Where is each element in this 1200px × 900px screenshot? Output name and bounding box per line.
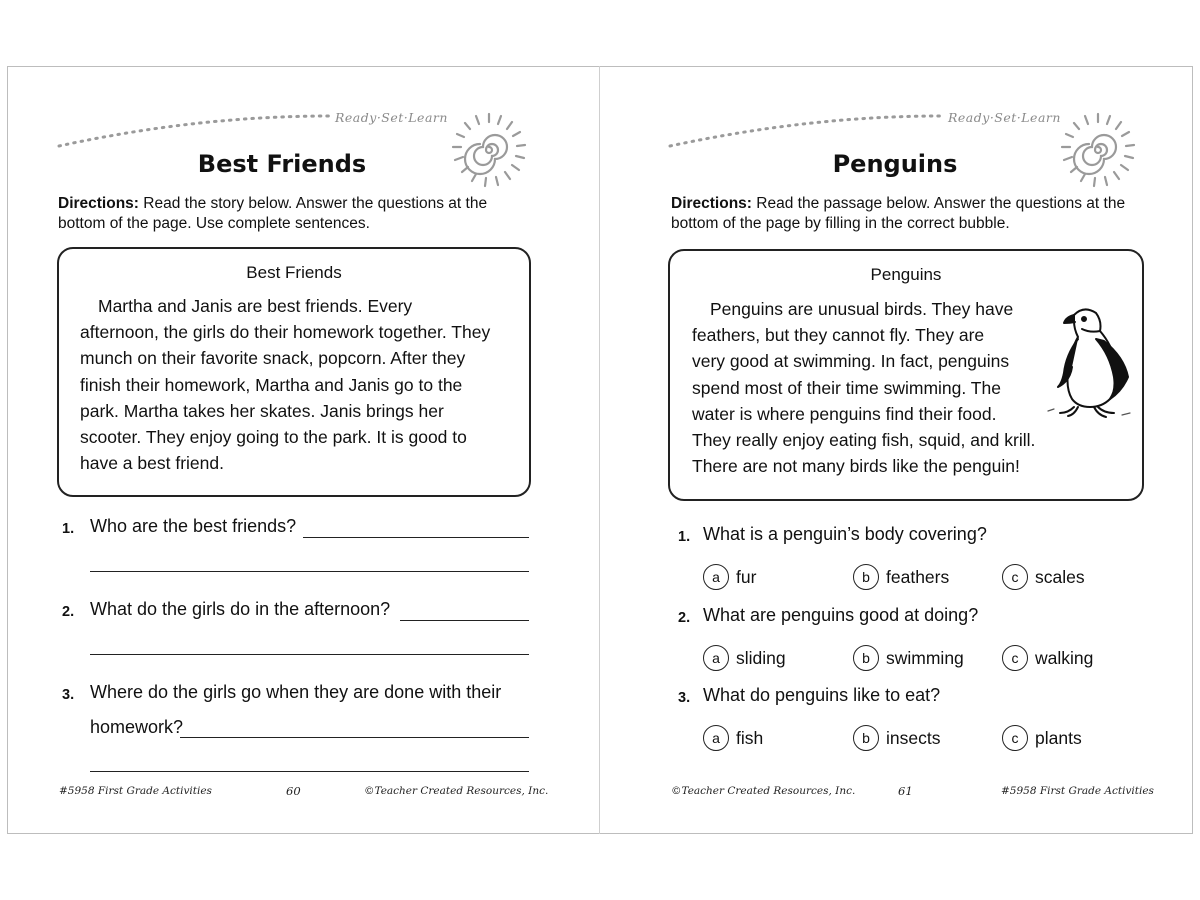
- story-title: Penguins: [870, 265, 942, 284]
- option-text: swimming: [886, 647, 964, 668]
- question-text: What is a penguin’s body covering?: [703, 524, 987, 544]
- right-page: [600, 66, 1193, 834]
- story-line: park. Martha takes her skates. Janis brings her: [80, 400, 444, 421]
- answer-bubble[interactable]: a: [703, 645, 729, 671]
- story-line: water is where penguins find their food.: [692, 403, 997, 424]
- question-number: 3.: [62, 687, 75, 703]
- page-title: Penguins: [832, 150, 958, 178]
- story-line: Penguins are unusual birds. They have: [710, 299, 1014, 319]
- option-c[interactable]: [1002, 645, 1093, 671]
- option-b[interactable]: [853, 725, 940, 751]
- directions-text: Read the story below. Answer the questions at the bottom of the page. Use complete sentences.: [58, 195, 488, 232]
- story-line: spend most of their time swimming. The: [692, 377, 1001, 398]
- option-a[interactable]: [703, 725, 763, 751]
- directions-text: Read the passage below. Answer the questions at the bottom of the page by filling in the correct bubble.: [671, 195, 1126, 232]
- option-text: fur: [736, 566, 757, 587]
- option-text: sliding: [736, 647, 786, 668]
- option-b[interactable]: [853, 564, 949, 590]
- option-text: walking: [1035, 647, 1094, 668]
- answer-bubble[interactable]: c: [1002, 564, 1028, 590]
- page-number: 60: [286, 784, 301, 798]
- story-box: [57, 247, 531, 497]
- option-text: scales: [1035, 566, 1085, 587]
- answer-bubble[interactable]: a: [703, 725, 729, 751]
- story-line: feathers, but they cannot fly. They are: [692, 325, 985, 346]
- question-text: Where do the girls go when they are done with their: [90, 682, 502, 702]
- brand-label: Ready·Set·Learn: [948, 110, 1061, 125]
- question-number: 1.: [678, 529, 691, 545]
- question-number: 2.: [62, 604, 75, 620]
- answer-bubble[interactable]: b: [853, 564, 879, 590]
- footer-right: #5958 First Grade Activities: [1001, 785, 1154, 797]
- answer-line[interactable]: [303, 537, 529, 538]
- question-text: Who are the best friends?: [90, 516, 297, 536]
- sun-spiral-icon: [449, 110, 529, 190]
- footer-left: ©Teacher Created Resources, Inc.: [671, 785, 856, 797]
- option-c[interactable]: [1002, 725, 1082, 751]
- option-b[interactable]: [853, 645, 964, 671]
- story-box: [668, 249, 1144, 501]
- question-number: 3.: [678, 690, 691, 706]
- answer-bubble[interactable]: a: [703, 564, 729, 590]
- answer-line[interactable]: [90, 571, 529, 572]
- footer-left: #5958 First Grade Activities: [59, 785, 212, 797]
- answer-line[interactable]: [90, 771, 529, 772]
- sun-spiral-icon: [1058, 110, 1138, 190]
- directions: [58, 194, 528, 234]
- story-text: [80, 293, 520, 476]
- answer-line[interactable]: [90, 654, 529, 655]
- brand-label: Ready·Set·Learn: [335, 110, 448, 125]
- option-text: fish: [736, 727, 764, 748]
- story-title: Best Friends: [246, 263, 342, 282]
- story-line: very good at swimming. In fact, penguins: [692, 351, 1010, 372]
- option-a[interactable]: [703, 564, 756, 590]
- story-line: They really enjoy eating fish, squid, and krill.: [692, 430, 1036, 451]
- option-c[interactable]: [1002, 564, 1085, 590]
- question-text: What are penguins good at doing?: [703, 605, 979, 625]
- story-line: munch on their favorite snack, popcorn. After they: [80, 348, 466, 369]
- question-text: What do penguins like to eat?: [703, 685, 941, 705]
- directions-label: Directions:: [671, 195, 752, 212]
- story-line: finish their homework, Martha and Janis go to the: [80, 374, 463, 395]
- story-line: have a best friend.: [80, 453, 224, 474]
- page-number: 61: [898, 784, 913, 798]
- option-text: insects: [886, 727, 941, 748]
- answer-bubble[interactable]: b: [853, 645, 879, 671]
- question-number: 1.: [62, 521, 75, 537]
- story-text: [692, 296, 1072, 479]
- answer-bubble[interactable]: c: [1002, 725, 1028, 751]
- answer-line[interactable]: [180, 737, 529, 738]
- penguin-illustration-icon: [1044, 303, 1136, 419]
- question-number: 2.: [678, 610, 691, 626]
- story-line: There are not many birds like the penguin!: [692, 456, 1020, 477]
- option-a[interactable]: [703, 645, 786, 671]
- footer-right: ©Teacher Created Resources, Inc.: [364, 785, 549, 797]
- question-text: What do the girls do in the afternoon?: [90, 599, 391, 619]
- answer-bubble[interactable]: b: [853, 725, 879, 751]
- story-line: Martha and Janis are best friends. Every: [98, 296, 413, 316]
- directions: [671, 194, 1151, 234]
- page-title: Best Friends: [197, 150, 367, 178]
- option-text: feathers: [886, 566, 950, 587]
- answer-line[interactable]: [400, 620, 529, 621]
- story-line: afternoon, the girls do their homework together. They: [80, 322, 491, 343]
- story-line: scooter. They enjoy going to the park. It is good to: [80, 427, 467, 448]
- option-text: plants: [1035, 727, 1082, 748]
- left-page: [7, 66, 599, 834]
- answer-bubble[interactable]: c: [1002, 645, 1028, 671]
- directions-label: Directions:: [58, 195, 139, 212]
- question-text-continued: homework?: [90, 717, 184, 737]
